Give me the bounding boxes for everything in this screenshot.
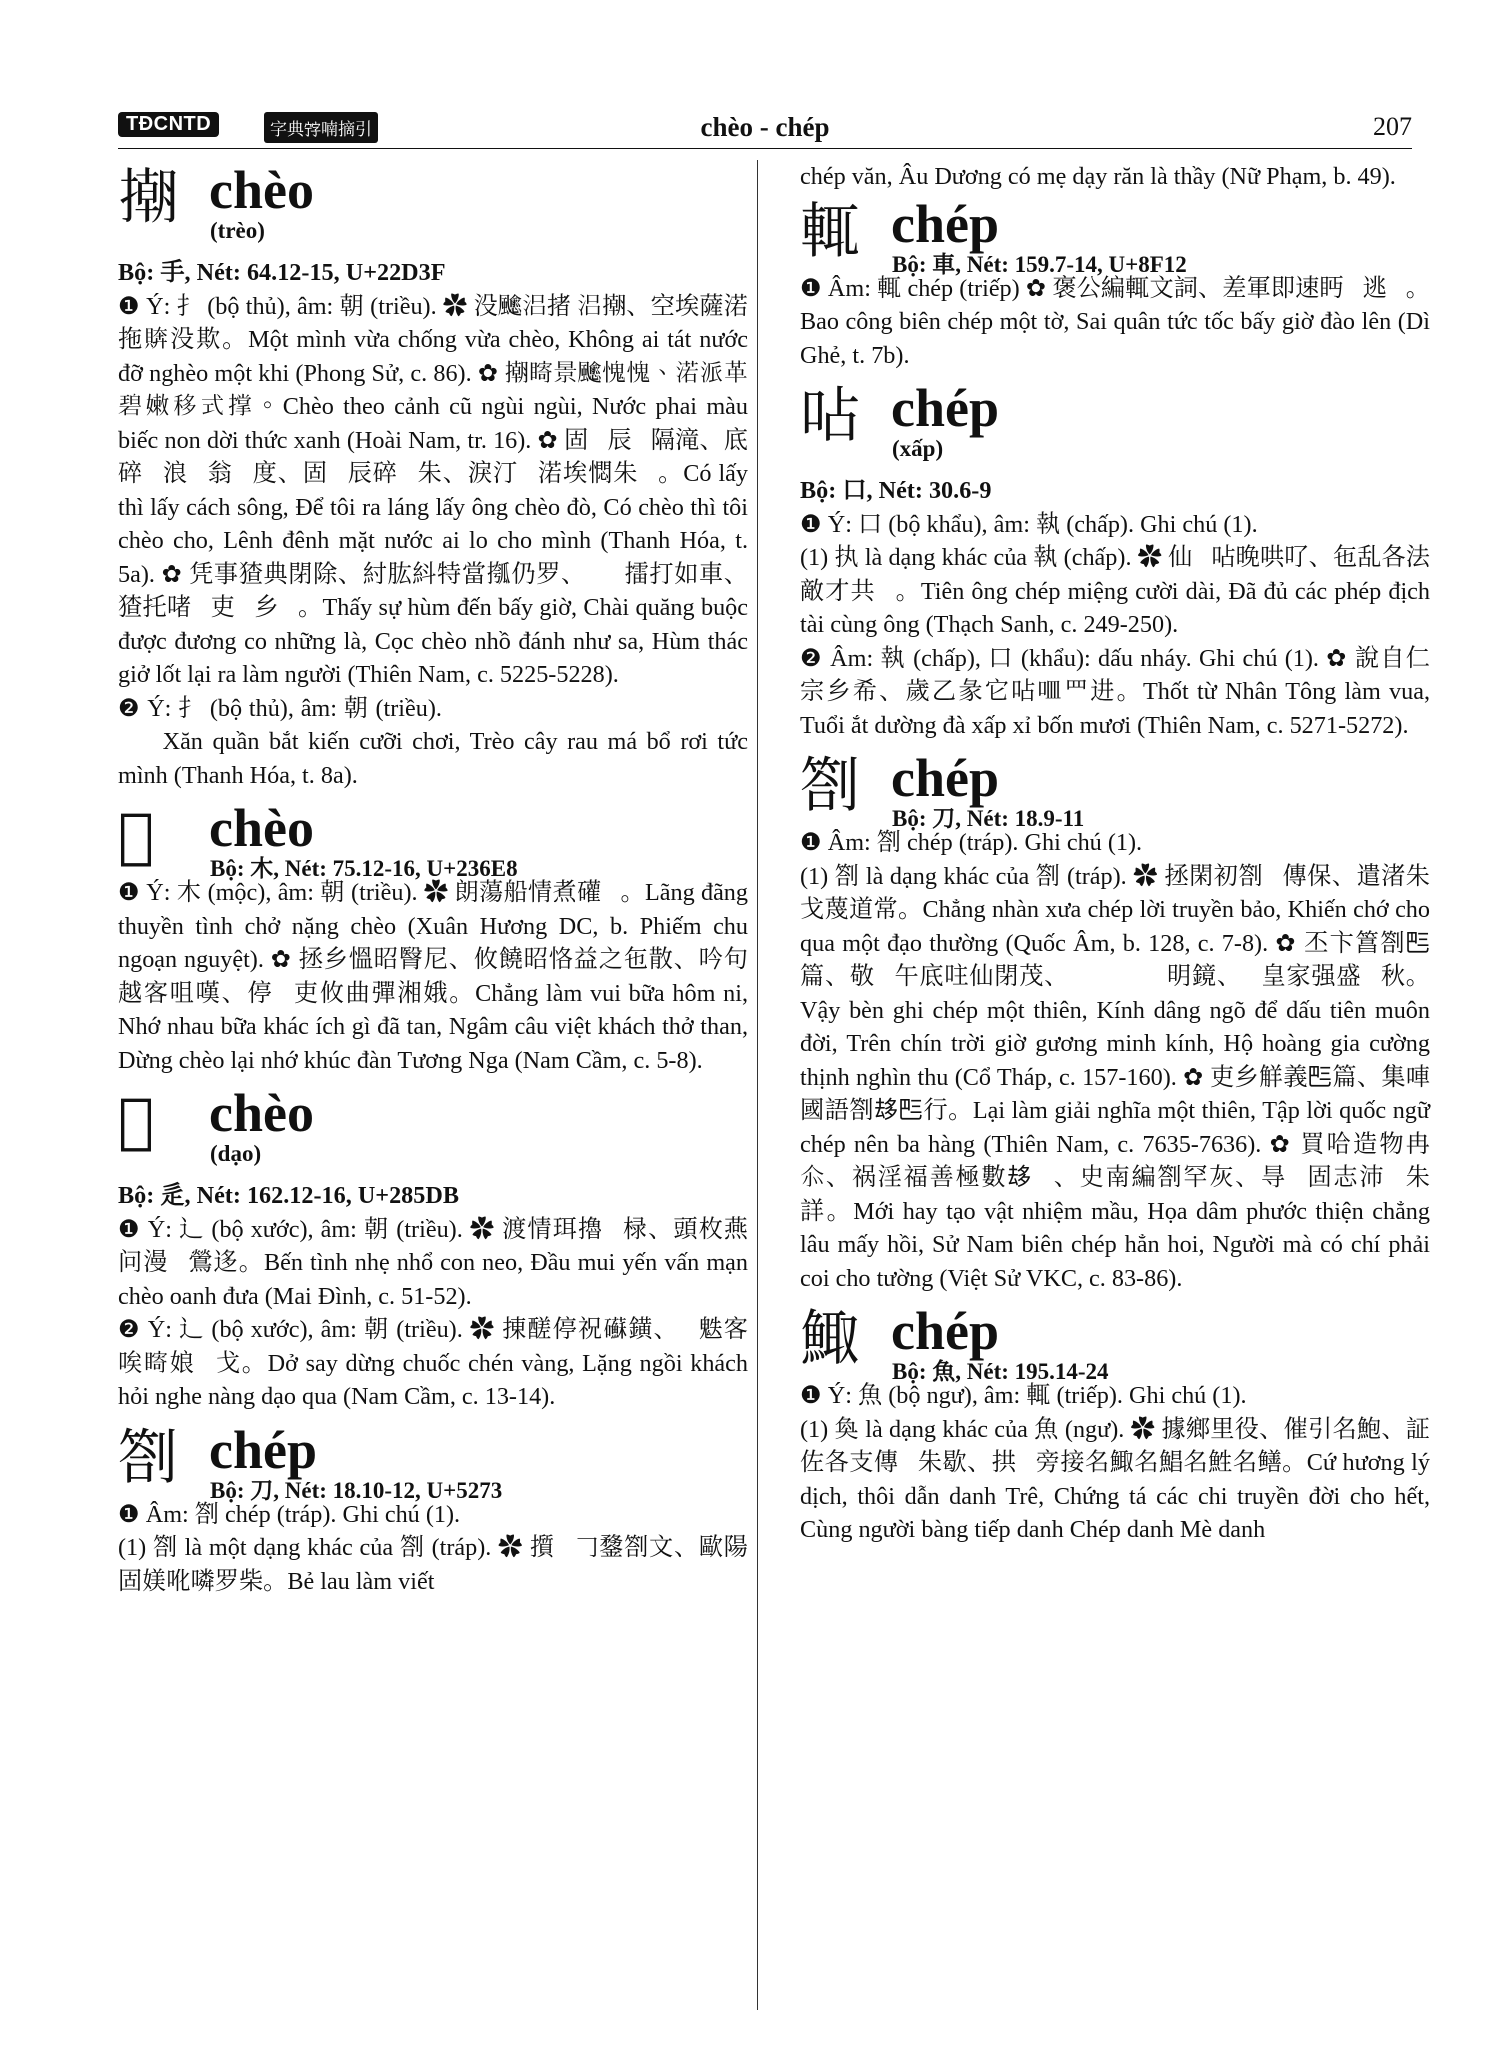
headword-han: 輒: [800, 196, 860, 267]
sense-1: ❶ Âm: 輒 chép (triếp) ✿ 褒公編輒文詞、差軍即速眄𢵻逃𨑗。Bao công biên chép một tờ, Sai quân tức tốc bấy giờ đào lên (Dì Ghẻ, t. 7b).: [800, 274, 1430, 369]
column-divider: [757, 160, 758, 2010]
sense-note: (1) 奐 là dạng khác của 魚 (ngư). ✿ 據鄉里役、催引名鮑、証佐各支傳𠁀朱歇、拱𠬠旁接名鯫名鯧名鮏名鳝。Cứ hương lý dịch, thôi dẫn danh Trê, Chứng tá các chi truyền đời cho hết, Cùng người bàng tiếp danh Chép danh Mè danh: [800, 1415, 1430, 1543]
sense-1: ❶ Ý: 辶 (bộ xước), âm: 朝 (triều). ✿ 渡情珥擼𣛨椂、頭枚燕问漫𨖨鶯迻。Bến tình nhẹ nhổ con neo, Đầu mui yến vấn mạn chèo oanh đưa (Mai Đình, c. 51-52).: [118, 1215, 748, 1310]
entry-cheo-3: [118, 1083, 748, 1414]
entry-chep-1: [118, 1420, 748, 1599]
headword-romanization: chèo: [209, 1083, 314, 1143]
sense-1: ❶ Ý: 木 (mộc), âm: 朝 (triều). ✿ 朗蕩船情煮礶𣛨。Lãng đãng thuyền tình chở nặng chèo (Xuân Hương DC, b. Phiếm chu ngoạn nguyệt). ✿ 拯乡慍昭㬾尼、攸饒昭恪益之㐌散、吟句越客咀嘆、停𣛨吏攸曲彈湘娥。Chẳng làm vui bữa hôm ni, Nhớ nhau bữa khác ích gì đã tan, Ngâm câu việt khách thở than, Dừng chèo lại nhớ khúc đàn Tương Nga (Nam Cầm, c. 5-8).: [118, 879, 748, 1074]
entry-cheo-2: [118, 798, 748, 1077]
running-head: chèo - chép: [700, 112, 830, 142]
headword-romanization: chép: [891, 378, 999, 438]
headword-alt-reading: (xấp): [892, 436, 944, 461]
entry-meta: Bộ: 刀, Nét: 18.9-11: [892, 806, 1085, 831]
page-number: 207: [1373, 112, 1412, 141]
entry-chep-3: [800, 378, 1430, 742]
sense-2: ❷ Ý: 扌 (bộ thủ), âm: 朝 (triều). ✿ 𧼋裙扒蜆騎制、𢴿椂萎馬補移即𨉟。Xăn quần bắt kiến cưỡi chơi, Trèo cây rau má bổ rơi tức mình (Thanh Hóa, t. 8a).: [118, 694, 748, 789]
headword-romanization: chép: [891, 193, 999, 254]
book-badge: TĐCNTD: [118, 112, 219, 137]
headword-han: 𢴿: [118, 163, 178, 233]
right-column: [800, 160, 1430, 1553]
sense-note: (1) 执 là dạng khác của 執 (chấp). ✿ 仙𠸠呫晚哄𠮩、㐌乱各法敵才共𠸠。Tiên ông chép miệng cười dài, Đã đủ các phép địch tài cùng ông (Thạch Sanh, c. 249-250).: [800, 544, 1430, 638]
headword-han: 劄: [118, 1422, 178, 1493]
headword-han: 𣛨: [118, 801, 155, 871]
entry-meta: Bộ: 手, Nét: 64.12-15, U+22D3F: [118, 259, 446, 286]
headword-han: 𨖨: [118, 1086, 155, 1156]
sense-1: ❶ Ý: 口 (bộ khẩu), âm: 執 (chấp). Ghi chú (1).: [800, 510, 1258, 538]
entry-meta: Bộ: 辵, Nét: 162.12-16, U+285DB: [118, 1182, 459, 1209]
headword-romanization: chép: [891, 748, 999, 808]
left-column: [118, 160, 748, 1604]
page-header: [118, 108, 1412, 149]
sense-1: ❶ Ý: 魚 (bộ ngư), âm: 輒 (triếp). Ghi chú (1).: [800, 1382, 1247, 1409]
entry-chep-2: [800, 194, 1430, 373]
entry-chep-4: [800, 748, 1430, 1295]
headword-alt-reading: (dạo): [210, 1141, 262, 1166]
entry-cheo-1: [118, 160, 748, 792]
sense-2: ❷ Âm: 執 (chấp), 口 (khẩu): dấu nháy. Ghi chú (1). ✿ 說自仁宗乡希、歲乙彖它呫𠰘罒进。Thốt từ Nhân Tông làm vua, Tuổi ắt dường đà xấp xỉ bốn mươi (Thiên Nam, c. 5271-5272).: [800, 644, 1430, 739]
entry-meta: Bộ: 口, Nét: 30.6-9: [800, 477, 992, 504]
entry-chep-5: [800, 1301, 1430, 1547]
headword-romanization: chèo: [209, 160, 314, 220]
entry-meta: Bộ: 車, Nét: 159.7-14, U+8F12: [892, 251, 1187, 277]
entry-meta: Bộ: 木, Nét: 75.12-16, U+236E8: [210, 856, 518, 881]
continuation-text: chép văn, Âu Dương có mẹ dạy răn là thầy (Nữ Phạm, b. 49).: [800, 163, 1396, 190]
headword-romanization: chép: [891, 1301, 999, 1361]
headword-romanization: chép: [209, 1419, 317, 1480]
headword-han: 鯫: [800, 1304, 860, 1374]
sense-note: (1) 劄 là một dạng khác của 劄 (tráp). ✿ 㩫𦲿𠃌䥐劄文、歐陽固媄吪噒罗柴。Bẻ lau làm viết: [118, 1534, 748, 1595]
sense-1: ❶ Ý: 扌 (bộ thủ), âm: 朝 (triều). ✿ 没𩙍𣳮㨋 𣳮𢴿、空埃薩渃拖𧶭没欺。Một mình vừa chống vừa chèo, Không ai tát nước đỡ nghèo một khi (Phong Sử, c. 86). ✿ 𢴿𥊘景𩙍愧愧、渃派革碧嫩移式撑。Chèo theo cảnh cũ ngùi ngùi, Nước phai màu biếc non dời thức xanh (Hoài Nam, tr. 16). ✿ 固𥙩辰𥙩隔滝、底碎𦋦浪𥙩翁𢴿度、固𢴿辰碎𢴿朱、淚汀𩈘渃埃㦖朱𨉟。Có lấy thì lấy cách sông, Để tôi ra láng lấy ông chèo đò, Có chèo thì tôi chèo cho, Lênh đênh mặt nước ai lo cho mình (Thanh Hóa, t. 5a). ✿ 凭事猹典閉除、紂肱紏特當摦仍罗、𢹣𢴿擂打如車、猹托啫𤞺吏𣈜乡𫢩。Thấy sự hùm đến bấy giờ, Chài quăng buộc được đương co những là, Cọc chèo nhồ đánh như sa, Hùm thác giở lốt lại ra làm người (Thiên Nam, c. 5225-5228).: [118, 292, 748, 688]
headword-han: 呫: [800, 381, 860, 451]
sense-1: ❶ Âm: 劄 chép (tráp). Ghi chú (1).: [800, 829, 1143, 856]
headword-romanization: chèo: [209, 798, 314, 858]
headword-han: 劄: [800, 751, 860, 821]
entry-meta: Bộ: 魚, Nét: 195.14-24: [892, 1359, 1109, 1384]
headword-alt-reading: (trèo): [210, 218, 265, 243]
sense-2: ❷ Ý: 辶 (bộ xước), âm: 朝 (triều). ✿ 㨂醝停祝𥗹鐄、𣹕䰡客唉𥊘娘𨖨戈。Dở say dừng chuốc chén vàng, Lặng ngồi khách hỏi nghe nàng dạo qua (Nam Cầm, c. 13-14).: [118, 1316, 748, 1410]
sense-1: ❶ Âm: 劄 chép (tráp). Ghi chú (1).: [118, 1500, 461, 1528]
sense-note: (1) 劄 là dạng khác của 劄 (tráp). ✿ 拯閑初劄𠁀傳保、遣渚朱戈蔑道常。Chẳng nhàn xưa chép lời truyền bảo, Khiến chớ cho qua một đạo thường (Quốc Âm, b. 128, c. 7-8). ✿ 丕卞䈞劄𠀧篇、敬𤼸午底𠰍仙閉茂、𠁀𠃣𡗶𠇍𦎛明鏡、𥙩皇家强盛𠦳秋。Vậy bèn ghi chép một thiên, Kính dâng ngõ để dấu tiên muôn đời, Trên chín trời giờ gương minh kính, Hộ hoàng gia cường thịnh nghìn thu (Cổ Tháp, c. 157-160). ✿ 吏乡觧義𠀧篇、集唓國語劄𠫾𠀧行。Lại làm giải nghĩa một thiên, Tập lời quốc ngữ chép nên ba hàng (Thiên Nam, c. 7635-7636). ✿ 買哈造物冉𠇍、祸淫福善極數𠫾𠁀、史南編劄罕灰、㝵𤃠固志沛𥉫朱詳。Mới hay tạo vật nhiệm mầu, Họa dâm phước thiện chẳng lâu mấy hồi, Sử Nam biên chép hẳn hoi, Người mà có chí phải coi cho tường (Việt Sử VKC, c. 83-86).: [800, 862, 1430, 1292]
entry-meta: Bộ: 刀, Nét: 18.10-12, U+5273: [210, 1477, 503, 1503]
book-badge-han: 字典𡨸喃摘引: [264, 112, 378, 143]
